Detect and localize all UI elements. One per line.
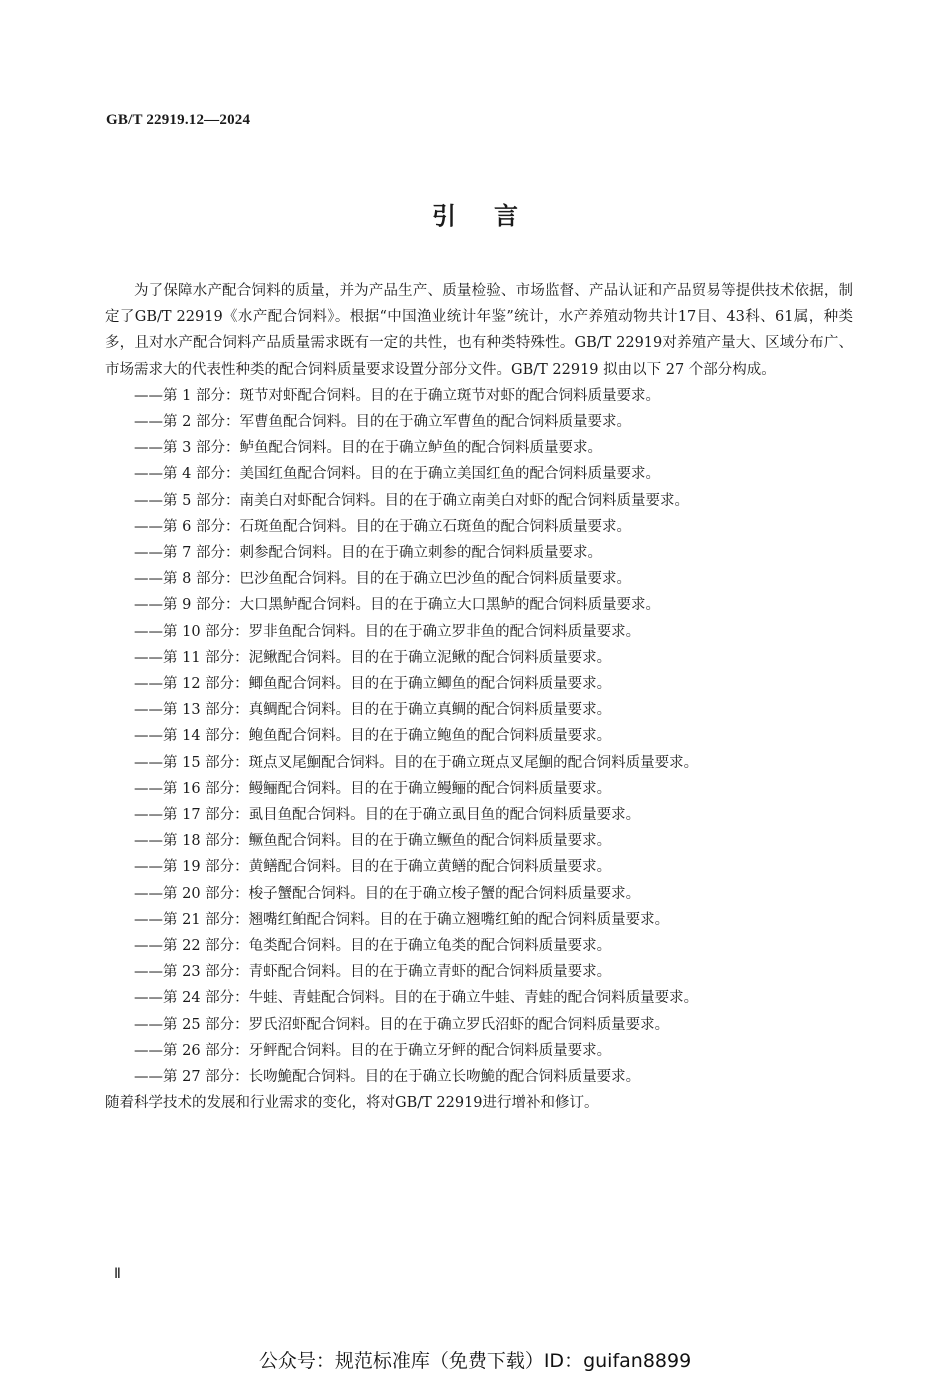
part-item: ——第 24 部分：牛蛙、青蛙配合饲料。目的在于确立牛蛙、青蛙的配合饲料质量要求。 — [134, 990, 699, 1007]
foreword-body — [105, 278, 853, 1117]
part-item: ——第 6 部分：石斑鱼配合饲料。目的在于确立石斑鱼的配合饲料质量要求。 — [134, 518, 631, 535]
page-title: 引言 — [432, 202, 556, 230]
part-item: ——第 9 部分：大口黑鲈配合饲料。目的在于确立大口黑鲈的配合饲料质量要求。 — [134, 597, 660, 614]
part-item: ——第 7 部分：刺参配合饲料。目的在于确立刺参的配合饲料质量要求。 — [134, 545, 602, 562]
part-item: ——第 19 部分：黄鳝配合饲料。目的在于确立黄鳝的配合饲料质量要求。 — [134, 859, 612, 876]
part-item: ——第 5 部分：南美白对虾配合饲料。目的在于确立南美白对虾的配合饲料质量要求。 — [134, 492, 689, 509]
part-item: ——第 22 部分：龟类配合饲料。目的在于确立龟类的配合饲料质量要求。 — [134, 938, 612, 955]
page-number: Ⅱ — [114, 1266, 121, 1282]
closing-paragraph: 随着科学技术的发展和行业需求的变化，将对GB/T 22919进行增补和修订。 — [105, 1095, 599, 1112]
part-item: ——第 27 部分：长吻鮠配合饲料。目的在于确立长吻鮠的配合饲料质量要求。 — [134, 1069, 641, 1086]
part-item: ——第 18 部分：鳜鱼配合饲料。目的在于确立鳜鱼的配合饲料质量要求。 — [134, 833, 612, 850]
part-item: ——第 26 部分：牙鲆配合饲料。目的在于确立牙鲆的配合饲料质量要求。 — [134, 1042, 612, 1059]
parts-list — [105, 383, 853, 1090]
part-item: ——第 12 部分：鲫鱼配合饲料。目的在于确立鲫鱼的配合饲料质量要求。 — [134, 676, 612, 693]
part-item: ——第 21 部分：翘嘴红鲌配合饲料。目的在于确立翘嘴红鲌的配合饲料质量要求。 — [134, 911, 670, 928]
part-item: ——第 16 部分：鳗鲡配合饲料。目的在于确立鳗鲡的配合饲料质量要求。 — [134, 780, 612, 797]
part-item: ——第 14 部分：鲍鱼配合饲料。目的在于确立鲍鱼的配合饲料质量要求。 — [134, 728, 612, 745]
part-item: ——第 1 部分：斑节对虾配合饲料。目的在于确立斑节对虾的配合饲料质量要求。 — [134, 387, 660, 404]
standard-code: GB/T 22919.12—2024 — [106, 112, 251, 128]
part-item: ——第 17 部分：虱目鱼配合饲料。目的在于确立虱目鱼的配合饲料质量要求。 — [134, 807, 641, 824]
part-item: ——第 25 部分：罗氏沼虾配合饲料。目的在于确立罗氏沼虾的配合饲料质量要求。 — [134, 1016, 670, 1033]
intro-paragraph: 为了保障水产配合饲料的质量，并为产品生产、质量检验、市场监督、产品认证和产品贸易等提供技术依据，制定了GB/T 22919《水产配合饲料》。根据“中国渔业统计年鉴”统计，水产养殖动物共计17目、43科、61属，种类多，且对水产配合饲料产品质量需求既有一定的共性，也有种类特殊性。GB/T 22919对养殖产量大、区域分布广、市场需求大的代表性种类的配合饲料质量要求设置分部分文件。GB/T 22919 拟由以下 27 个部分构成。 — [105, 283, 853, 378]
part-item: ——第 3 部分：鲈鱼配合饲料。目的在于确立鲈鱼的配合饲料质量要求。 — [134, 440, 602, 457]
part-item: ——第 10 部分：罗非鱼配合饲料。目的在于确立罗非鱼的配合饲料质量要求。 — [134, 623, 641, 640]
part-item: ——第 15 部分：斑点叉尾鮰配合饲料。目的在于确立斑点叉尾鮰的配合饲料质量要求。 — [134, 754, 699, 771]
part-item: ——第 23 部分：青虾配合饲料。目的在于确立青虾的配合饲料质量要求。 — [134, 964, 612, 981]
part-item: ——第 11 部分：泥鳅配合饲料。目的在于确立泥鳅的配合饲料质量要求。 — [134, 649, 612, 666]
part-item: ——第 8 部分：巴沙鱼配合饲料。目的在于确立巴沙鱼的配合饲料质量要求。 — [134, 571, 631, 588]
part-item: ——第 2 部分：军曹鱼配合饲料。目的在于确立军曹鱼的配合饲料质量要求。 — [134, 414, 631, 431]
part-item: ——第 13 部分：真鲷配合饲料。目的在于确立真鲷的配合饲料质量要求。 — [134, 702, 612, 719]
part-item: ——第 20 部分：梭子蟹配合饲料。目的在于确立梭子蟹的配合饲料质量要求。 — [134, 885, 641, 902]
footer-note: 公众号：规范标准库（免费下载）ID：guifan8899 — [258, 1350, 692, 1372]
part-item: ——第 4 部分：美国红鱼配合饲料。目的在于确立美国红鱼的配合饲料质量要求。 — [134, 466, 660, 483]
